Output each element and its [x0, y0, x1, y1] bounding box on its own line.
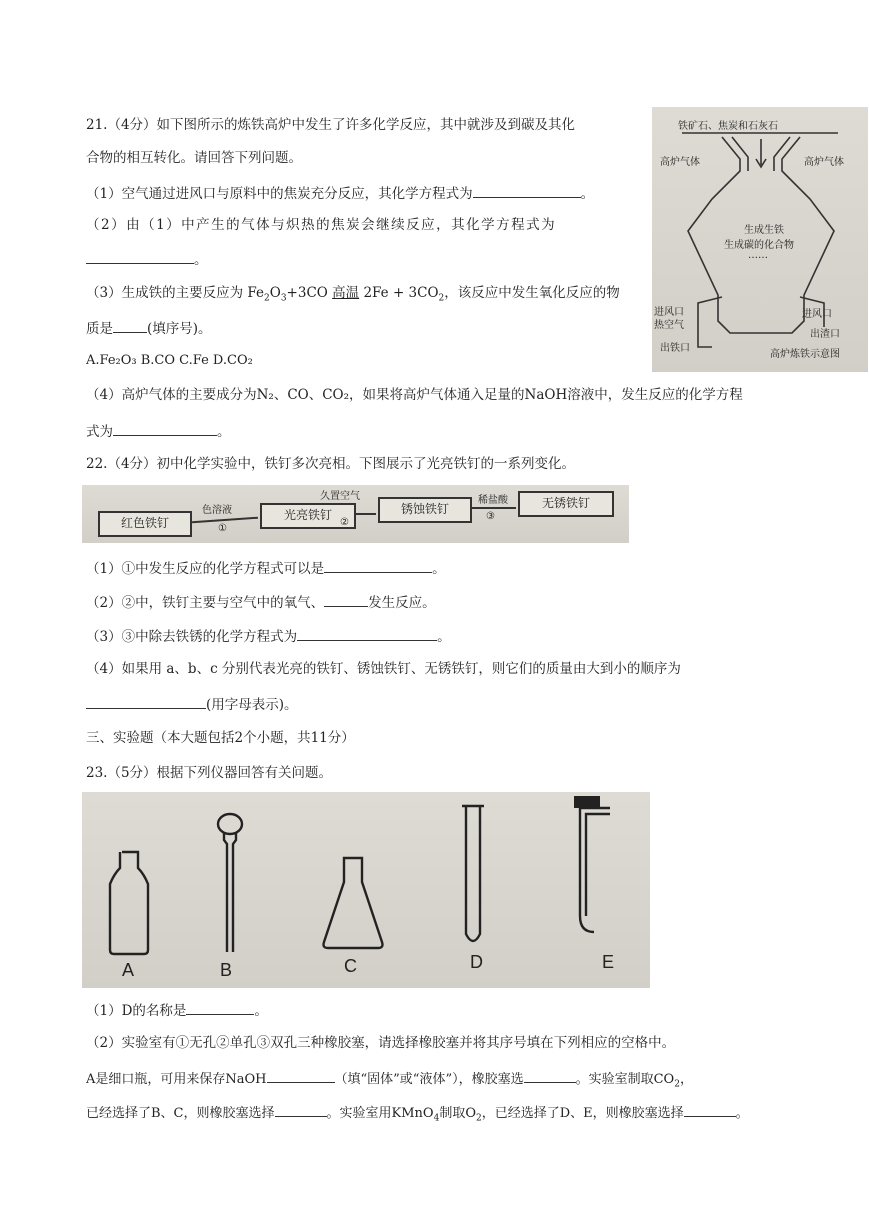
- q21-part3-line2: 质是 (填序号)。: [86, 318, 212, 338]
- flow-step2-num: ②: [340, 517, 349, 528]
- apparatus-drawings: [82, 792, 650, 988]
- apparatus-label-c: C: [344, 956, 357, 976]
- apparatus-label-b: B: [220, 960, 233, 980]
- apparatus-label-a: A: [122, 960, 135, 980]
- answer-blank[interactable]: [267, 1068, 335, 1083]
- flow-step1-label: 色溶液: [202, 505, 232, 516]
- q22-part3: （3）③中除去铁锈的化学方程式为 。: [86, 626, 451, 646]
- q21-part4-line2: 式为 。: [86, 421, 231, 441]
- blast-furnace-figure: [652, 107, 868, 372]
- q21-part2-answer: 。: [86, 249, 208, 269]
- flow-bright-nail: 光亮铁钉: [260, 503, 356, 529]
- flow-rusty-nail: 锈蚀铁钉: [378, 497, 472, 523]
- flow-red-nail: 红色铁钉: [98, 511, 192, 537]
- flow-arrow-2: [354, 513, 376, 515]
- answer-blank[interactable]: [297, 626, 437, 641]
- flow-step2-label: 久置空气: [320, 491, 360, 502]
- furnace-iron-outlet: 出铁口: [660, 343, 690, 354]
- flow-step1-num: ①: [218, 523, 227, 534]
- furnace-slag-outlet: 出渣口: [810, 329, 840, 340]
- q22-part4: （4）如果用 a、b、c 分别代表光亮的铁钉、锈蚀铁钉、无锈铁钉，则它们的质量由大到小的顺序为: [86, 661, 681, 677]
- answer-blank[interactable]: [473, 183, 581, 198]
- answer-blank[interactable]: [684, 1102, 736, 1117]
- q21-part2: （2）由（1）中产生的气体与炽热的焦炭会继续反应，其化学方程式为: [86, 217, 557, 233]
- q22-part1: （1）①中发生反应的化学方程式可以是 。: [86, 558, 446, 578]
- furnace-center-3: ……: [748, 250, 768, 261]
- apparatus-label-d: D: [470, 952, 483, 972]
- flow-step3-label: 稀盐酸: [478, 495, 508, 506]
- answer-blank[interactable]: [275, 1102, 327, 1117]
- furnace-center-1: 生成生铁: [744, 225, 784, 236]
- flow-norust-nail: 无锈铁钉: [518, 491, 614, 517]
- reaction-condition: 高温: [332, 285, 360, 301]
- flow-arrow-3: [470, 507, 516, 509]
- q22-part4-line2: (用字母表示)。: [86, 694, 298, 714]
- answer-blank[interactable]: [524, 1068, 576, 1083]
- q21-part3: （3）生成铁的主要反应为 $Fe_2O_3+3CO$ 高温 $2Fe + 3CO_2$，该反应中发生氧化反应的物: [86, 285, 620, 304]
- furnace-caption: 高炉炼铁示意图: [770, 349, 840, 360]
- answer-blank[interactable]: [186, 1000, 254, 1015]
- q21-intro-line1: 21.（4分）如下图所示的炼铁高炉中发生了许多化学反应，其中就涉及到碳及其化: [86, 117, 576, 133]
- answer-blank[interactable]: [324, 592, 368, 607]
- flow-step3-num: ③: [486, 511, 495, 522]
- q22-part2: （2）②中，铁钉主要与空气中的氧气、 发生反应。: [86, 592, 436, 612]
- furnace-center-2: 生成碳的化合物: [724, 240, 794, 251]
- answer-blank[interactable]: [113, 318, 147, 333]
- furnace-gas-right: 高炉气体: [804, 157, 844, 168]
- answer-blank[interactable]: [86, 249, 194, 264]
- apparatus-figure: [82, 792, 650, 988]
- q21-part1: （1）空气通过进风口与原料中的焦炭充分反应，其化学方程式为 。: [86, 183, 594, 203]
- q21-intro-line2: 合物的相互转化。请回答下列问题。: [86, 150, 302, 166]
- q23-part2: （2）实验室有①无孔②单孔③双孔三种橡胶塞，请选择橡胶塞并将其序号填在下列相应的空格中。: [86, 1035, 676, 1051]
- q23-part1: （1）D的名称是 。: [86, 1000, 268, 1020]
- q22-intro: 22.（4分）初中化学实验中，铁钉多次亮相。下图展示了光亮铁钉的一系列变化。: [86, 456, 576, 472]
- apparatus-label-e: E: [602, 952, 615, 972]
- q23-intro: 23.（5分）根据下列仪器回答有关问题。: [86, 765, 333, 781]
- answer-blank[interactable]: [113, 421, 217, 436]
- q23-part3: A是细口瓶，可用来保存NaOH （填“固体”或“液体”），橡胶塞选 。实验室制取$CO_2$，: [86, 1068, 693, 1094]
- q21-part4: （4）高炉气体的主要成分为N₂、CO、CO₂，如果将高炉气体通入足量的NaOH溶液中，发生反应的化学方程: [86, 387, 743, 403]
- q21-options: A.Fe₂O₃ B.CO C.Fe D.CO₂: [86, 353, 253, 368]
- furnace-gas-left: 高炉气体: [660, 157, 700, 168]
- answer-blank[interactable]: [324, 558, 432, 573]
- furnace-hot-air: 热空气: [654, 320, 684, 331]
- furnace-inlet-left: 进风口: [654, 307, 684, 318]
- section3-title: 三、实验题（本大题包括2个小题，共11分）: [86, 730, 355, 746]
- furnace-top-label: 铁矿石、焦炭和石灰石: [678, 121, 778, 132]
- furnace-inlet-right: 进风口: [802, 309, 832, 320]
- nail-flow-figure: [82, 485, 629, 543]
- answer-blank[interactable]: [86, 694, 206, 709]
- q23-part4: 已经选择了B、C，则橡胶塞选择 。实验室用KMnO$_4$制取$O_2$，已经选择了D、E，则橡胶塞选择 。: [86, 1102, 749, 1128]
